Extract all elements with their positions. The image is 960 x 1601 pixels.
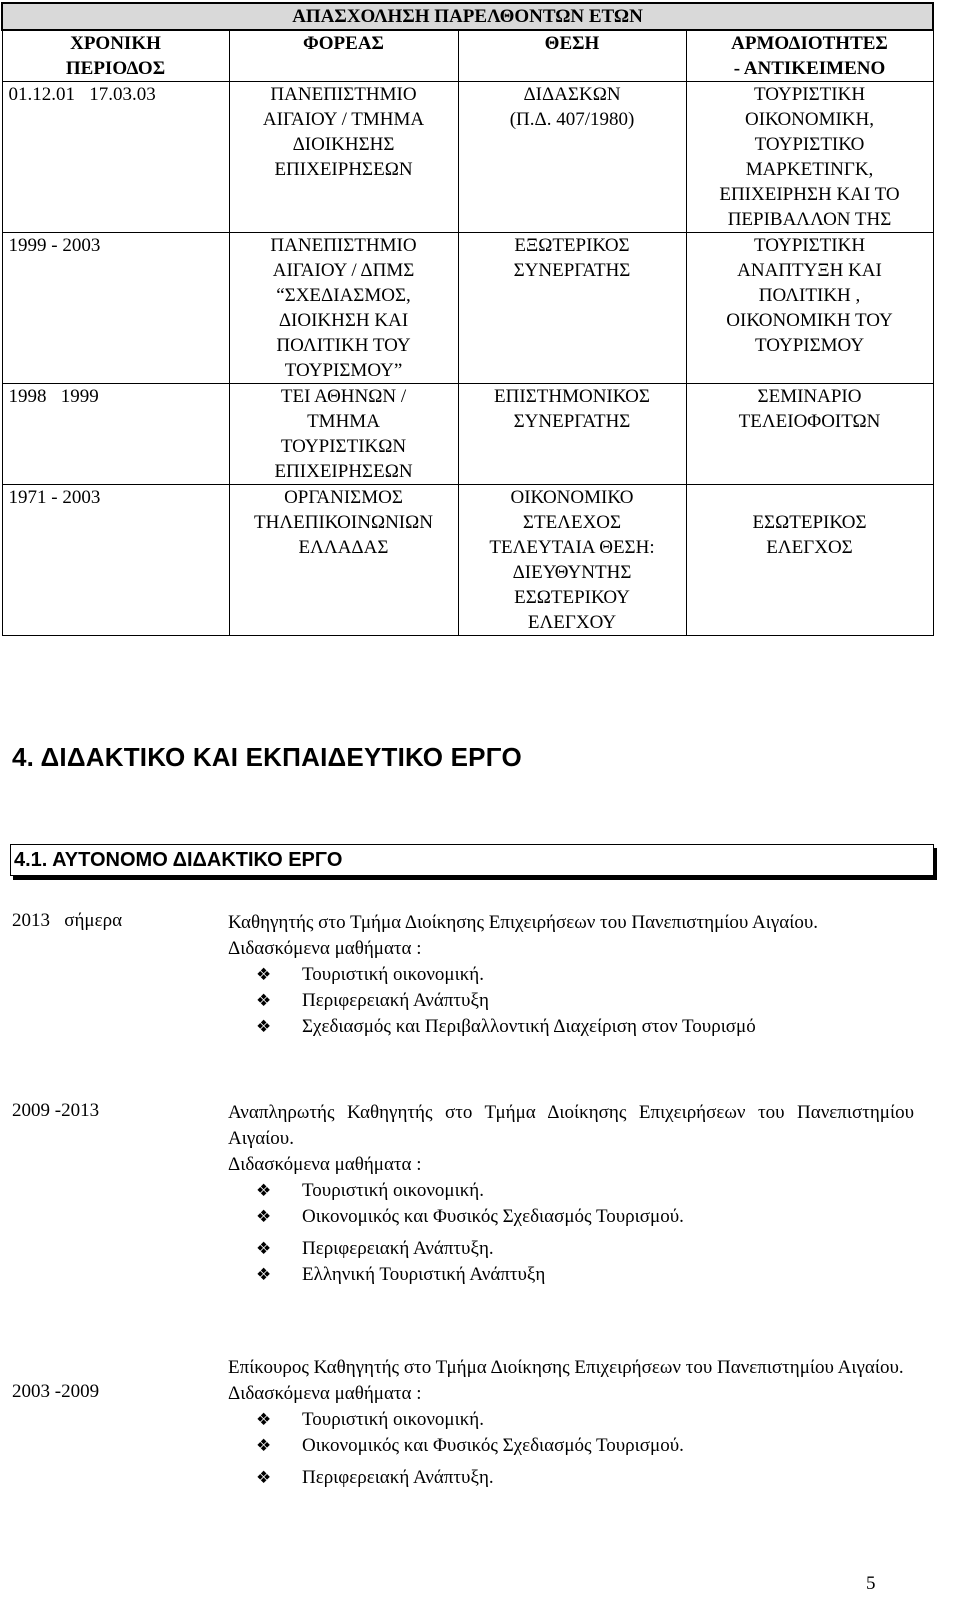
course-name: Τουριστική οικονομική. <box>302 1180 484 1201</box>
entry-description: Αναπληρωτής Καθηγητής στο Τμήμα Διοίκησης Επιχειρήσεων του Πανεπιστημίου Αιγαίου. <box>228 1102 914 1149</box>
course-name: Ελληνική Τουριστική Ανάπτυξη <box>302 1264 546 1285</box>
courses-label: Διδασκόμενα μαθήματα : <box>228 1154 422 1175</box>
diamond-bullet-icon: ❖ <box>256 1239 272 1259</box>
entry-body <box>228 1100 914 1288</box>
diamond-bullet-icon: ❖ <box>256 1207 272 1227</box>
header-organization: ΦΟΡΕΑΣ <box>229 30 458 82</box>
cell-period: 1998 1999 <box>2 384 229 485</box>
cell-duties: ΣΕΜΙΝΑΡΙΟ ΤΕΛΕΙΟΦΟΙΤΩΝ <box>686 384 933 485</box>
entry-period: 2003 -2009 <box>12 1381 100 1402</box>
cell-period: 1999 - 2003 <box>2 233 229 384</box>
entry-description: Καθηγητής στο Τμήμα Διοίκησης Επιχειρήσεων του Πανεπιστημίου Αιγαίου. <box>228 912 818 933</box>
cell-organization: ΤΕΙ ΑΘΗΝΩΝ / ΤΜΗΜΑ ΤΟΥΡΙΣΤΙΚΩΝ ΕΠΙΧΕΙΡΗΣΕΩΝ <box>229 384 458 485</box>
page-number: 5 <box>866 1573 876 1594</box>
table-row <box>2 82 933 233</box>
course-name: Τουριστική οικονομική. <box>302 1409 484 1430</box>
header-period: ΧΡΟΝΙΚΗ ΠΕΡΙΟΔΟΣ <box>2 30 229 82</box>
cell-duties: ΕΣΩΤΕΡΙΚΟΣ ΕΛΕΓΧΟΣ <box>686 485 933 636</box>
cell-organization: ΠΑΝΕΠΙΣΤΗΜΙΟ ΑΙΓΑΙΟΥ / ΤΜΗΜΑ ΔΙΟΙΚΗΣΗΣ ΕΠΙΧΕΙΡΗΣΕΩΝ <box>229 82 458 233</box>
cell-period: 01.12.01 17.03.03 <box>2 82 229 233</box>
cell-position: ΔΙΔΑΣΚΩΝ (Π.Δ. 407/1980) <box>458 82 686 233</box>
course-name: Περιφερειακή Ανάπτυξη. <box>302 1467 494 1488</box>
course-name: Σχεδιασμός και Περιβαλλοντική Διαχείριση στον Τουρισμό <box>302 1016 756 1037</box>
course-list <box>228 962 914 1040</box>
list-item <box>256 1407 914 1433</box>
course-list <box>228 1407 914 1491</box>
cell-position: ΕΞΩΤΕΡΙΚΟΣ ΣΥΝΕΡΓΑΤΗΣ <box>458 233 686 384</box>
cell-duties: ΤΟΥΡΙΣΤΙΚΗ ΑΝΑΠΤΥΞΗ ΚΑΙ ΠΟΛΙΤΙΚΗ , ΟΙΚΟΝΟΜΙΚΗ ΤΟΥ ΤΟΥΡΙΣΜΟΥ <box>686 233 933 384</box>
subsection-box <box>10 844 934 876</box>
table-header-row <box>2 30 933 82</box>
list-item <box>256 1178 914 1204</box>
list-item <box>256 962 914 988</box>
diamond-bullet-icon: ❖ <box>256 1265 272 1285</box>
employment-table <box>1 2 934 636</box>
section-heading: 4. ΔΙΔΑΚΤΙΚΟ ΚΑΙ ΕΚΠΑΙΔΕΥΤΙΚΟ ΕΡΓΟ <box>12 742 522 772</box>
cell-period: 1971 - 2003 <box>2 485 229 636</box>
entry-period: 2009 -2013 <box>12 1100 100 1121</box>
course-name: Περιφερειακή Ανάπτυξη <box>302 990 489 1011</box>
table-row <box>2 233 933 384</box>
list-item <box>256 1433 914 1459</box>
diamond-bullet-icon: ❖ <box>256 991 272 1011</box>
table-row <box>2 485 933 636</box>
diamond-bullet-icon: ❖ <box>256 1468 272 1488</box>
diamond-bullet-icon: ❖ <box>256 1181 272 1201</box>
table-title-row <box>2 3 933 30</box>
cell-position: ΕΠΙΣΤΗΜΟΝΙΚΟΣ ΣΥΝΕΡΓΑΤΗΣ <box>458 384 686 485</box>
diamond-bullet-icon: ❖ <box>256 1017 272 1037</box>
entry-period: 2013 σήμερα <box>12 910 123 931</box>
cell-organization: ΠΑΝΕΠΙΣΤΗΜΙΟ ΑΙΓΑΙΟΥ / ΔΠΜΣ “ΣΧΕΔΙΑΣΜΟΣ, ΔΙΟΙΚΗΣΗ ΚΑΙ ΠΟΛΙΤΙΚΗ ΤΟΥ ΤΟΥΡΙΣΜΟΥ” <box>229 233 458 384</box>
cell-duties: ΤΟΥΡΙΣΤΙΚΗ ΟΙΚΟΝΟΜΙΚΗ, ΤΟΥΡΙΣΤΙΚΟ ΜΑΡΚΕΤΙΝΓΚ, ΕΠΙΧΕΙΡΗΣΗ ΚΑΙ ΤΟ ΠΕΡΙΒΑΛΛΟΝ ΤΗΣ <box>686 82 933 233</box>
subsection-heading: 4.1. ΑΥΤΟΝΟΜΟ ΔΙΔΑΚΤΙΚΟ ΕΡΓΟ <box>14 849 343 871</box>
header-position: ΘΕΣΗ <box>458 30 686 82</box>
courses-label: Διδασκόμενα μαθήματα : <box>228 938 422 959</box>
list-item <box>256 1236 914 1262</box>
diamond-bullet-icon: ❖ <box>256 965 272 985</box>
entry-body <box>228 1355 914 1491</box>
list-item <box>256 1465 914 1491</box>
list-item <box>256 988 914 1014</box>
table-title: ΑΠΑΣΧΟΛΗΣΗ ΠΑΡΕΛΘΟΝΤΩΝ ΕΤΩΝ <box>2 3 933 30</box>
entry-body <box>228 910 914 1040</box>
course-name: Περιφερειακή Ανάπτυξη. <box>302 1238 494 1259</box>
cell-position: ΟΙΚΟΝΟΜΙΚΟ ΣΤΕΛΕΧΟΣ ΤΕΛΕΥΤΑΙΑ ΘΕΣΗ: ΔΙΕΥΘΥΝΤΗΣ ΕΣΩΤΕΡΙΚΟΥ ΕΛΕΓΧΟΥ <box>458 485 686 636</box>
list-item <box>256 1204 914 1230</box>
course-name: Τουριστική οικονομική. <box>302 964 484 985</box>
list-item <box>256 1262 914 1288</box>
diamond-bullet-icon: ❖ <box>256 1436 272 1456</box>
diamond-bullet-icon: ❖ <box>256 1410 272 1430</box>
courses-label: Διδασκόμενα μαθήματα : <box>228 1383 422 1404</box>
table-row <box>2 384 933 485</box>
course-list <box>228 1178 914 1288</box>
entry-description: Επίκουρος Καθηγητής στο Τμήμα Διοίκησης Επιχειρήσεων του Πανεπιστημίου Αιγαίου. <box>228 1357 904 1378</box>
cell-organization: ΟΡΓΑΝΙΣΜΟΣ ΤΗΛΕΠΙΚΟΙΝΩΝΙΩΝ ΕΛΛΑΔΑΣ <box>229 485 458 636</box>
course-name: Οικονομικός και Φυσικός Σχεδιασμός Τουρισμού. <box>302 1206 684 1227</box>
list-item <box>256 1014 914 1040</box>
course-name: Οικονομικός και Φυσικός Σχεδιασμός Τουρισμού. <box>302 1435 684 1456</box>
header-duties: ΑΡΜΟΔΙΟΤΗΤΕΣ - ΑΝΤΙΚΕΙΜΕΝΟ <box>686 30 933 82</box>
